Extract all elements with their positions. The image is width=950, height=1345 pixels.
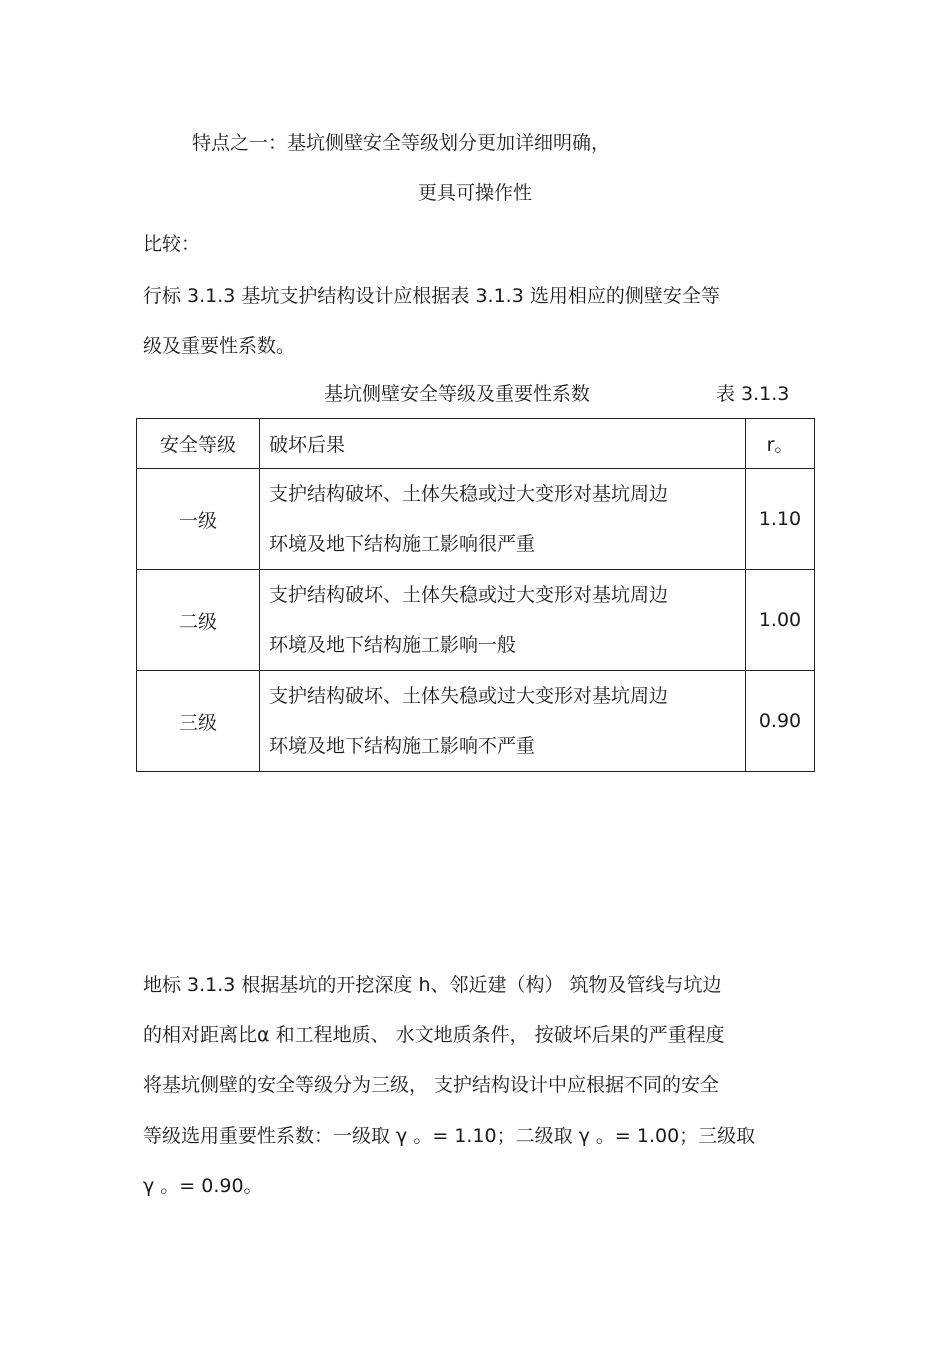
compare-label: 比较：: [143, 233, 201, 255]
local-standard-line-5: γ 。= 0.90。: [143, 1175, 263, 1197]
consequence-cell: [260, 469, 746, 570]
coefficient-cell: 1.10: [746, 469, 815, 570]
header-coefficient: r。: [746, 419, 815, 469]
consequence-line: 环境及地下结构施工影响一般: [269, 634, 517, 656]
consequence-line: 支护结构破坏、土体失稳或过大变形对基坑周边: [269, 483, 669, 505]
local-standard-line-2: 的相对距离比α 和工程地质、 水文地质条件， 按破坏后果的严重程度: [143, 1024, 725, 1046]
grade-cell: 一级: [137, 469, 260, 570]
consequence-cell: [260, 570, 746, 671]
table-caption: 基坑侧壁安全等级及重要性系数: [324, 383, 591, 405]
consequence-cell: [260, 671, 746, 772]
local-standard-line-3: 将基坑侧壁的安全等级分为三级， 支护结构设计中应根据不同的安全: [143, 1074, 720, 1096]
table-row: [137, 671, 815, 772]
safety-grade-table: [136, 418, 815, 772]
consequence-line: 支护结构破坏、土体失稳或过大变形对基坑周边: [269, 584, 669, 606]
header-grade: 安全等级: [137, 419, 260, 469]
grade-cell: 三级: [137, 671, 260, 772]
consequence-line: 支护结构破坏、土体失稳或过大变形对基坑周边: [269, 685, 669, 707]
table-row: [137, 570, 815, 671]
industry-standard-line-2: 级及重要性系数。: [143, 335, 296, 357]
heading-line-2: 更具可操作性: [417, 182, 532, 204]
coefficient-cell: 0.90: [746, 671, 815, 772]
table-number: 表 3.1.3: [716, 383, 790, 405]
consequence-line: 环境及地下结构施工影响很严重: [269, 533, 536, 555]
header-consequence: 破坏后果: [260, 419, 746, 469]
coefficient-cell: 1.00: [746, 570, 815, 671]
local-standard-line-1: 地标 3.1.3 根据基坑的开挖深度 h、邻近建（构） 筑物及管线与坑边: [143, 974, 722, 996]
heading-line-1: 特点之一：基坑侧壁安全等级划分更加详细明确，: [192, 132, 611, 154]
local-standard-line-4: 等级选用重要性系数：一级取 γ 。= 1.10；二级取 γ 。= 1.00；三级取: [143, 1125, 756, 1147]
table-row: [137, 469, 815, 570]
industry-standard-line-1: 行标 3.1.3 基坑支护结构设计应根据表 3.1.3 选用相应的侧壁安全等: [143, 285, 720, 307]
consequence-line: 环境及地下结构施工影响不严重: [269, 735, 536, 757]
table-header-row: [137, 419, 815, 469]
grade-cell: 二级: [137, 570, 260, 671]
